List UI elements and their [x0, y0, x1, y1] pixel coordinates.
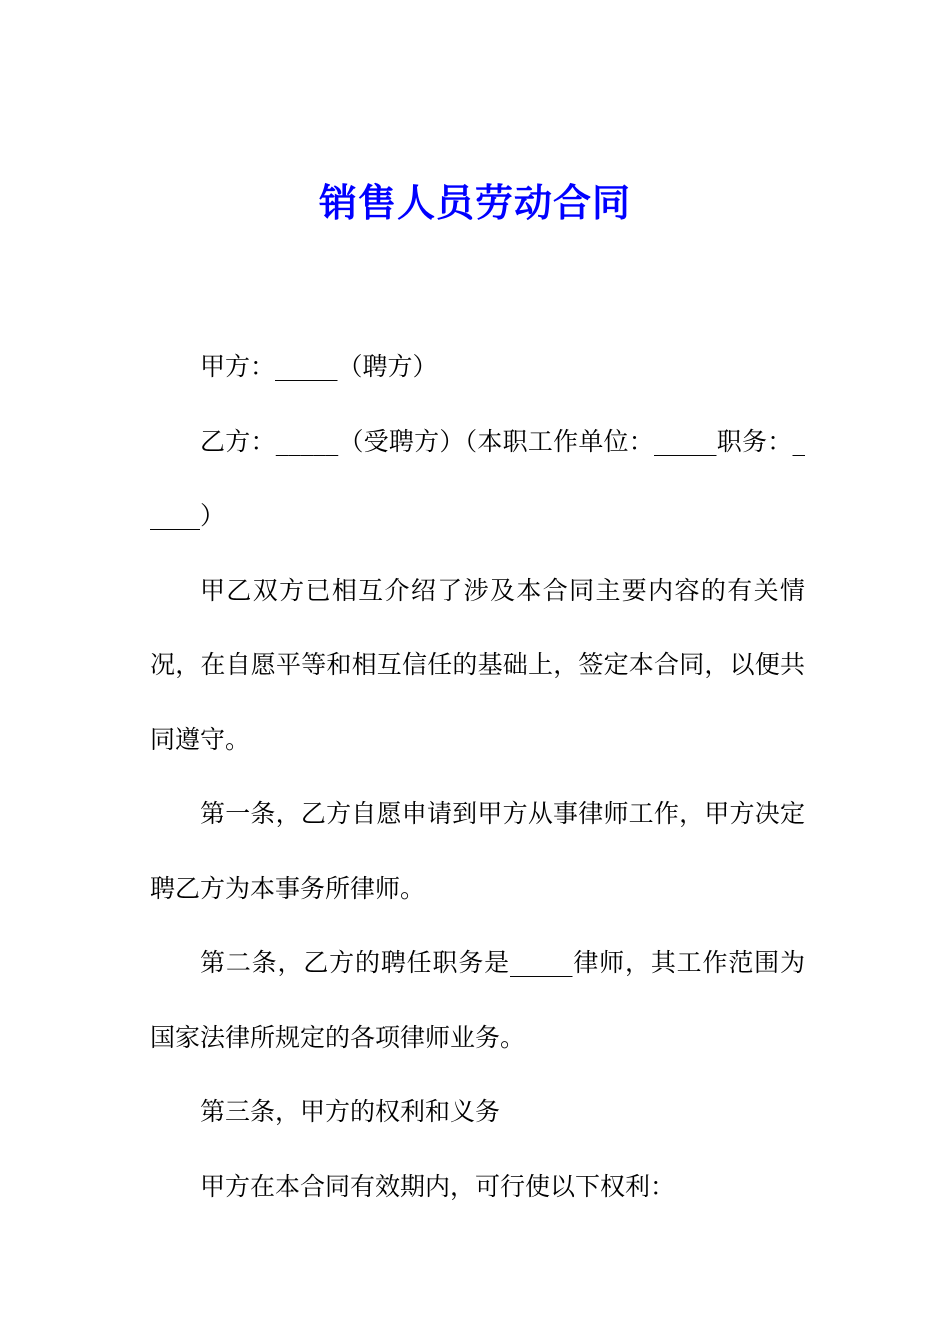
party-b-line: 乙方：_____（受聘方）（本职工作单位：_____职务：_____） — [150, 426, 805, 530]
article-3-heading: 第三条，甲方的权利和义务 — [200, 1097, 501, 1126]
preamble-paragraph: 甲乙双方已相互介绍了涉及本合同主要内容的有关情况，在自愿平等和相互信任的基础上，签定本合同，以便共同遵守。 — [150, 575, 805, 754]
party-a-line: 甲方：_____（聘方） — [200, 352, 438, 381]
document-body — [150, 330, 805, 1224]
document-title: 销售人员劳动合同 — [318, 181, 631, 225]
article-2-paragraph: 第二条，乙方的聘任职务是_____律师，其工作范围为国家法律所规定的各项律师业务。 — [150, 948, 805, 1052]
party-a-rights-intro: 甲方在本合同有效期内，可行使以下权利： — [200, 1171, 676, 1201]
article-1-paragraph: 第一条，乙方自愿申请到甲方从事律师工作，甲方决定聘乙方为本事务所律师。 — [150, 799, 805, 903]
